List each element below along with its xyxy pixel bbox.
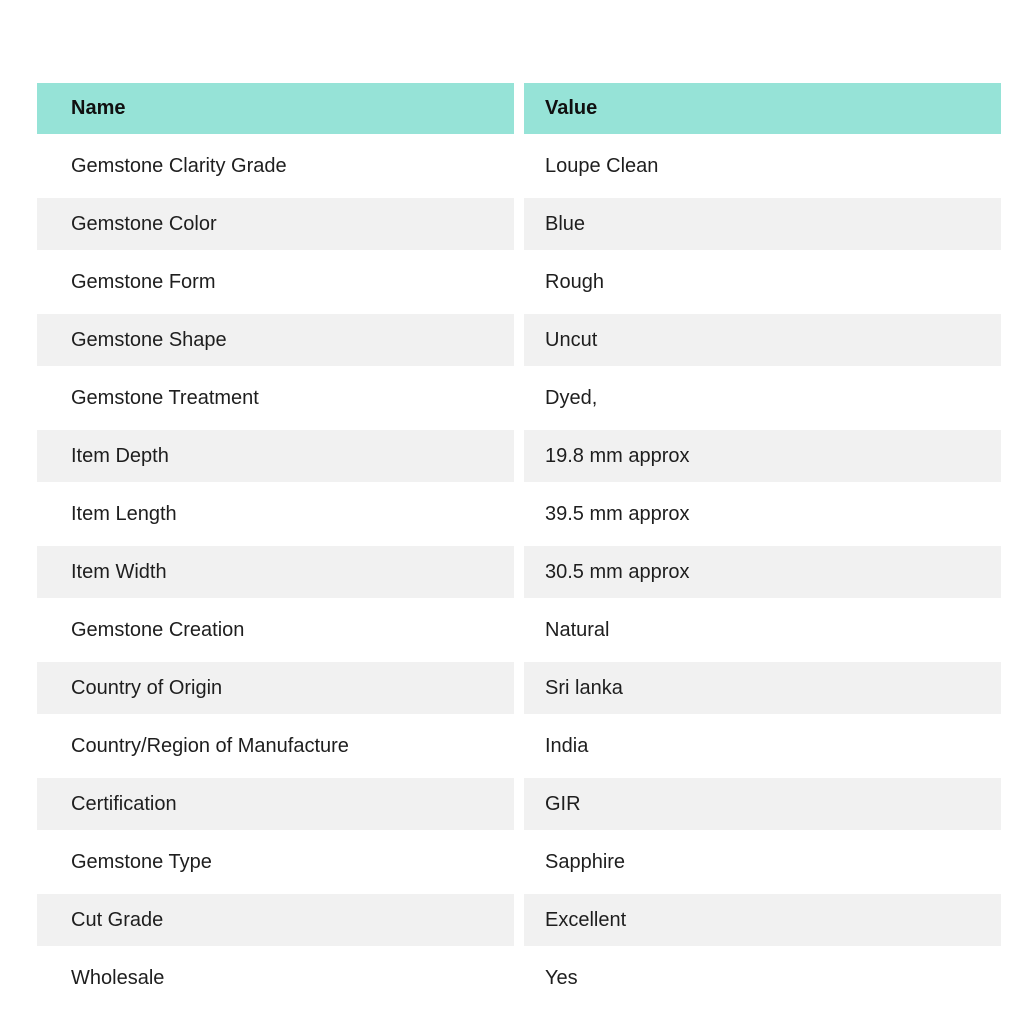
spec-value-cell: Natural — [524, 604, 1001, 656]
spec-name-cell: Country/Region of Manufacture — [37, 720, 514, 772]
column-header-name: Name — [37, 83, 514, 134]
table-row — [37, 140, 1001, 192]
spec-name-cell: Gemstone Form — [37, 256, 514, 308]
table-row — [37, 198, 1001, 250]
table-row — [37, 604, 1001, 656]
spec-value-cell: GIR — [524, 778, 1001, 830]
spec-value-cell: 39.5 mm approx — [524, 488, 1001, 540]
spec-name-cell: Gemstone Type — [37, 836, 514, 888]
spec-value-cell: Rough — [524, 256, 1001, 308]
spec-value-cell: Blue — [524, 198, 1001, 250]
spec-value-cell: 30.5 mm approx — [524, 546, 1001, 598]
spec-name-cell: Country of Origin — [37, 662, 514, 714]
table-row — [37, 430, 1001, 482]
table-row — [37, 778, 1001, 830]
spec-value-cell: Uncut — [524, 314, 1001, 366]
table-row — [37, 662, 1001, 714]
spec-value-cell: 19.8 mm approx — [524, 430, 1001, 482]
item-specifics-table — [37, 83, 1001, 1004]
spec-value-cell: Loupe Clean — [524, 140, 1001, 192]
table-row — [37, 488, 1001, 540]
spec-value-cell: Sapphire — [524, 836, 1001, 888]
spec-name-cell: Wholesale — [37, 952, 514, 1004]
table-row — [37, 836, 1001, 888]
spec-value-cell: Dyed, — [524, 372, 1001, 424]
table-row — [37, 256, 1001, 308]
table-row — [37, 372, 1001, 424]
table-row — [37, 894, 1001, 946]
column-header-value: Value — [524, 83, 1001, 134]
spec-name-cell: Item Depth — [37, 430, 514, 482]
table-row — [37, 546, 1001, 598]
spec-name-cell: Gemstone Creation — [37, 604, 514, 656]
table-row — [37, 720, 1001, 772]
spec-name-cell: Certification — [37, 778, 514, 830]
spec-value-cell: Yes — [524, 952, 1001, 1004]
spec-value-cell: Sri lanka — [524, 662, 1001, 714]
spec-name-cell: Item Width — [37, 546, 514, 598]
spec-value-cell: India — [524, 720, 1001, 772]
spec-value-cell: Excellent — [524, 894, 1001, 946]
spec-name-cell: Gemstone Treatment — [37, 372, 514, 424]
spec-name-cell: Item Length — [37, 488, 514, 540]
table-header-row — [37, 83, 1001, 134]
spec-name-cell: Gemstone Clarity Grade — [37, 140, 514, 192]
table-row — [37, 314, 1001, 366]
spec-name-cell: Gemstone Color — [37, 198, 514, 250]
table-row — [37, 952, 1001, 1004]
spec-name-cell: Cut Grade — [37, 894, 514, 946]
spec-name-cell: Gemstone Shape — [37, 314, 514, 366]
